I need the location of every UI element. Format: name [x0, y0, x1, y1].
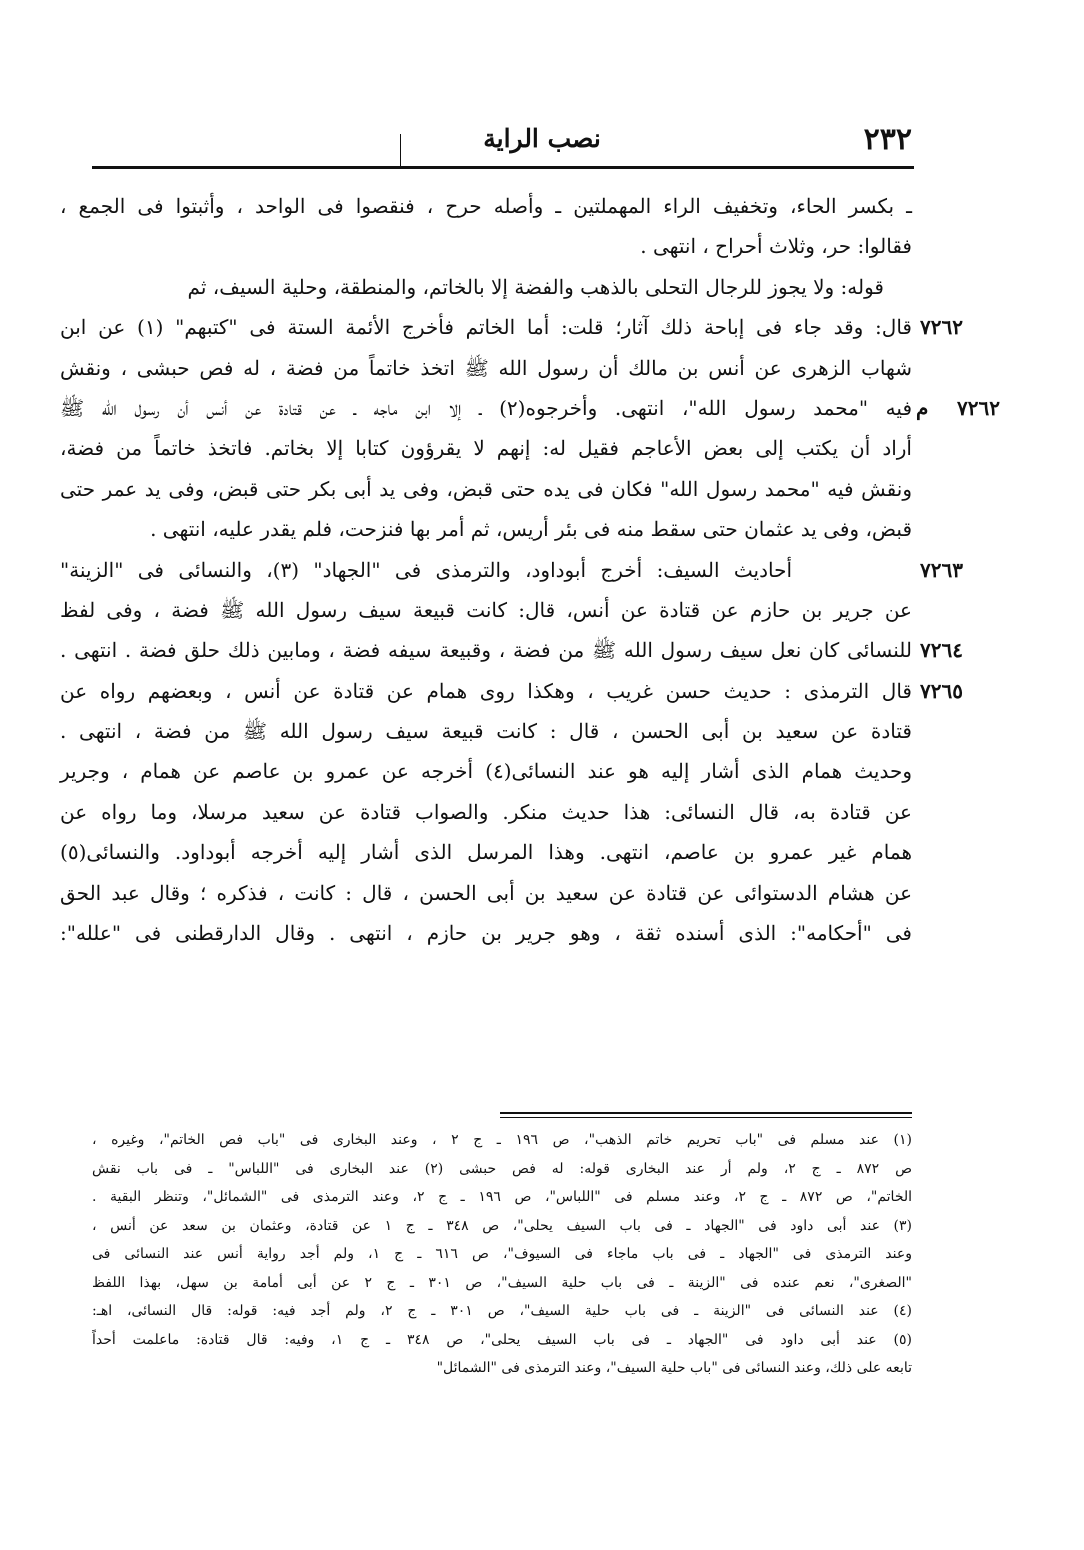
- text-line-content: قال: وقد جاء فى إباحة ذلك آثار؛ قلت: أما الخاتم فأخرج الأئمة الستة فى "كتبهم" (١) عن ابن: [60, 315, 912, 340]
- main-text: [60, 186, 1000, 953]
- text-line: [60, 671, 963, 711]
- footnote-line: (٤) عند النسائى فى "الزينة ـ فى باب حلية السيف"، ص ٣٠١ ـ ج ٢، ولم أجد فيه: قوله: قال النسائى، اهـ:: [92, 1303, 913, 1319]
- text-line: [60, 873, 912, 913]
- header-divider-tick: [400, 134, 401, 166]
- text-line: [60, 792, 912, 832]
- footnote-line: تابعه على ذلك، وعند النسائى فى "باب حلية السيف"، وعند الترمذى فى "الشمائل": [436, 1360, 912, 1376]
- footnote-line: (٣) عند أبى داود فى "الجهاد ـ فى باب السيف يحلى"، ص ٣٤٨ ـ ج ١ عن قتادة، وعثمان بن سعد عن أنس ،: [92, 1217, 912, 1234]
- hadith-number: ٧٢٦٢: [920, 315, 963, 340]
- text-line: [60, 388, 1000, 428]
- text-line-content: عن هشام الدستوائى عن قتادة عن سعيد بن أبى الحسن ، قال : كانت ، فذكره ؛ وقال عبد الحق: [60, 880, 912, 905]
- text-line-content: أحاديث السيف: أخرج أبوداود، والترمذى فى "الجهاد" (٣)، والنسائى فى "الزينة": [60, 557, 793, 582]
- text-line-content: فى "أحكامه": الذى أسنده ثقة ، وهو جرير بن حازم ، انتهى . وقال الدارقطنى فى "علله":: [60, 921, 912, 946]
- page-header: [92, 122, 912, 166]
- text-line: [60, 832, 912, 872]
- footnotes: [92, 1126, 912, 1383]
- text-line: [60, 469, 912, 509]
- footnote-line: وعند الترمذى فى "الجهاد ـ فى باب ماجاء فى السيوف"، ص ٦١٦ ـ ج ١، ولم أجد رواية أنس عند النسائى فى: [92, 1246, 912, 1262]
- hadith-number: ٧٢٦٢ م: [916, 395, 1000, 420]
- text-line-content: ونقش فيه "محمد رسول الله" فكان فى يده حتى قبض، وفى يد أبى بكر حتى قبض، وفى يد عمر حتى: [60, 476, 912, 501]
- hadith-number: ٧٢٦٤: [920, 638, 963, 663]
- text-line: [60, 550, 963, 590]
- footnote-separator: [500, 1112, 912, 1114]
- page-number: ٢٣٢: [863, 122, 912, 157]
- text-line: [60, 307, 963, 347]
- text-line: [60, 348, 912, 388]
- text-line: [60, 630, 963, 670]
- text-line-content: قبض، وفى يد عثمان حتى سقط منه فى بئر أريس، ثم أمر بها فنزحت، فلم يقدر عليه، انتهى .: [150, 517, 912, 542]
- text-line-content: همام غير عمرو بن عاصم، انتهى. وهذا المرسل الذى أشار إليه أخرجه أبوداود. والنسائى(٥): [60, 840, 912, 865]
- text-line-content: ـ بكسر الحاء، وتخفيف الراء المهملتين ـ وأصله حرح ، فنقصوا فى الواحد ، وأثبتوا فى الجمع ،: [60, 194, 912, 218]
- hadith-number: ٧٢٦٥: [920, 678, 963, 703]
- header-rule: [92, 166, 914, 169]
- text-line-content: قتادة عن سعيد بن أبى الحسن ، قال : كانت قبيعة سيف رسول الله ﷺ من فضة ، انتهى .: [60, 719, 912, 744]
- text-line-content: وحديث همام الذى أشار إليه هو عند النسائى(٤) أخرجه عن عمرو بن عاصم عن همام ، وجرير: [60, 759, 912, 784]
- text-line: [60, 913, 912, 953]
- footnote-line: ص ٨٧٢ ـ ج ٢، ولم أر عند البخارى قوله: له فص حبشى (٢) عند البخارى فى "اللباس" ـ فى باب نقش: [92, 1160, 912, 1177]
- footnote-line: (١) عند مسلم فى "باب تحريم خاتم الذهب"، ص ١٩٦ ـ ج ٢ ، وعند البخارى فى "باب فص الخاتم"، وغيره ،: [92, 1132, 912, 1148]
- text-line: [60, 509, 912, 549]
- text-line: [60, 267, 912, 307]
- text-line: [60, 428, 912, 468]
- text-line: [60, 186, 912, 226]
- text-line-content: شهاب الزهرى عن أنس بن مالك أن رسول الله ﷺ اتخذ خاتماً من فضة ، له فص حبشى ، ونقش: [60, 355, 912, 380]
- hadith-number: ٧٢٦٣: [920, 557, 963, 582]
- text-line-content: قال الترمذى : حديث حسن غريب ، وهكذا روى همام عن قتادة عن أنس ، وبعضهم رواه عن: [60, 678, 912, 703]
- footnote-line: "الصغرى"، نعم عنده فى "الزينة ـ فى باب حلية السيف"، ص ٣٠١ ـ ج ٢ عن أبى أمامة بن سهل، بهذا اللفظ: [92, 1274, 912, 1291]
- text-line: [60, 226, 912, 266]
- text-line-content: للنسائى كان نعل سيف رسول الله ﷺ من فضة ، وقبيعة سيفه فضة ، ومابين ذلك حلق فضة . انتهى .: [60, 638, 912, 663]
- text-line: [60, 711, 912, 751]
- footnote-separator-thin: [500, 1117, 912, 1118]
- footnote-line: (٥) عند أبى داود فى "الجهاد ـ فى باب السيف يحلى"، ص ٣٤٨ ـ ج ١، وفيه: قال قتادة: ماعلمت أحداً: [92, 1331, 912, 1348]
- footnote-line: الخاتم"، ص ٨٧٢ ـ ج ٢، وعند مسلم فى "اللباس"، ص ١٩٦ ـ ج ٢، وعند الترمذى فى "الشمائل"، وتنظر البقية .: [92, 1189, 913, 1205]
- text-line-content: أراد أن يكتب إلى بعض الأعاجم فقيل له: إنهم لا يقرؤون كتابا إلا بخاتم. فاتخذ خاتماً من فضة،: [60, 436, 912, 461]
- text-line: [60, 751, 912, 791]
- text-line-content: عن قتادة به، قال النسائى: هذا حديث منكر. والصواب قتادة عن سعيد مرسلا، وما رواه عن: [60, 799, 912, 824]
- running-title: نصب الراية: [483, 124, 601, 153]
- text-line: [60, 590, 912, 630]
- text-line-content: فقالوا: حر، وثلاث أحراح ، انتهى .: [640, 234, 912, 259]
- text-line-content: قوله: ولا يجوز للرجال التحلى بالذهب والفضة إلا بالخاتم، والمنطقة، وحلية السيف، ثم: [187, 274, 884, 299]
- text-line-content: فيه "محمد رسول الله"، انتهى. وأخرجوه(٢) ـ إلا ابن ماجه ـ عن قتادة عن أنس أن رسول الله ﷺ: [60, 395, 913, 420]
- text-line-content: عن جرير بن حازم عن قتادة عن أنس، قال: كانت قبيعة سيف رسول الله ﷺ فضة ، وفى لفظ: [60, 597, 912, 622]
